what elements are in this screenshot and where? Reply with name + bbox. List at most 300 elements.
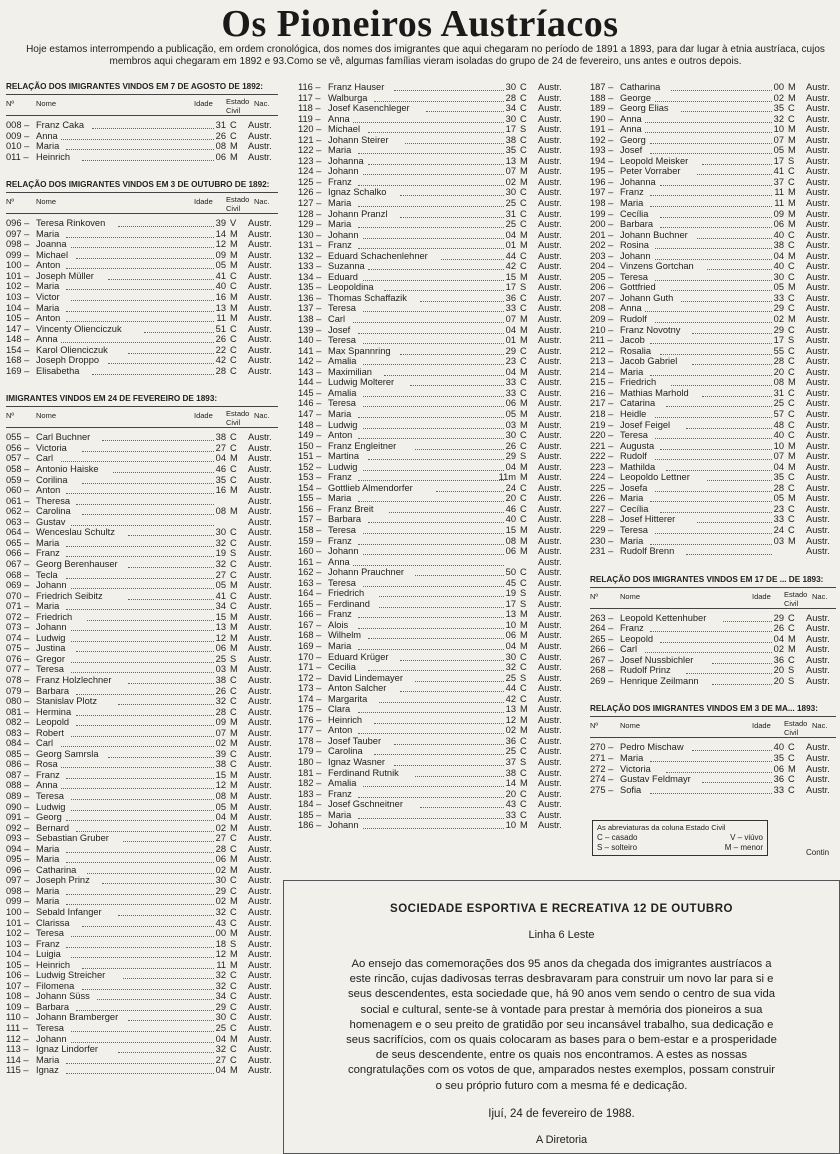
table-row xyxy=(298,187,568,198)
table-row xyxy=(298,293,568,304)
section-gap xyxy=(6,376,278,392)
row-number: 106 – xyxy=(6,970,30,981)
row-civil: C xyxy=(230,281,237,292)
dot-leader xyxy=(379,606,504,608)
row-name: Pedro Mischaw xyxy=(620,742,684,753)
row-name: Franz xyxy=(620,187,644,198)
table-row xyxy=(298,356,568,367)
row-civil: S xyxy=(788,665,795,676)
row-civil: S xyxy=(520,672,527,683)
row-number: 101 – xyxy=(6,270,30,281)
row-nat: Austr. xyxy=(248,980,272,991)
row-age: 06 xyxy=(505,546,516,557)
row-name: Franz xyxy=(328,609,352,620)
row-number: 062 – xyxy=(6,506,30,517)
row-number: 009 – xyxy=(6,130,30,141)
row-name: Theresa xyxy=(36,495,71,506)
row-name: Carolina xyxy=(328,746,363,757)
row-nat: Austr. xyxy=(806,472,830,483)
row-number: 078 – xyxy=(6,674,30,685)
row-name: Anton xyxy=(36,260,61,271)
row-nat: Austr. xyxy=(248,875,272,886)
dot-leader xyxy=(87,872,214,874)
row-number: 082 – xyxy=(6,717,30,728)
row-name: Ludwig Molterer xyxy=(328,377,395,388)
row-nat: Austr. xyxy=(538,619,562,630)
row-age: 34 xyxy=(505,103,516,114)
row-name: Victor xyxy=(36,292,60,303)
dot-leader xyxy=(66,577,214,579)
table-row xyxy=(590,388,836,399)
dot-leader xyxy=(650,142,772,144)
row-age: 20 xyxy=(505,788,516,799)
dot-leader xyxy=(82,967,214,969)
row-name: Teresa xyxy=(620,430,648,441)
dot-leader xyxy=(374,100,504,102)
row-nat: Austr. xyxy=(248,864,272,875)
row-number: 219 – xyxy=(590,419,614,430)
row-age: 25 xyxy=(505,219,516,230)
row-name: Franz Breit xyxy=(328,503,374,514)
ad-body: Ao ensejo das comemorações dos 95 anos da chegada dos imigrantes austríacos a este rincão, cujas dadivosas terras desbravaram para construir um novo lar para si e seus descendentes, esta sociedade que, há 90 anos vem sendo o centro de sua vida social e cultural, sente-se à vontade para prestar à memória dos pioneiros a sua homenagem e o seu preito de gratidão por seu incansável trabalho, sua dedicação e seus sacrifícios, com os quais colocaram as bases para o bem-estar e a prosperidade de seus descendente, entre os quais nos encontramos. A estes as nossas congratulações com os votos de que, amparados nestes exemplos, possam construir o seu próprio futuro com a mesma fé e dedicação. xyxy=(346,958,777,1092)
table-row xyxy=(590,525,836,536)
row-civil: C xyxy=(230,1054,237,1065)
row-civil: C xyxy=(788,176,795,187)
row-civil: C xyxy=(788,113,795,124)
row-number: 223 – xyxy=(590,461,614,472)
table-row xyxy=(298,420,568,431)
row-number: 084 – xyxy=(6,738,30,749)
row-nat: Austr. xyxy=(806,324,830,335)
row-nat: Austr. xyxy=(248,281,272,292)
table-row xyxy=(6,939,278,950)
row-civil: C xyxy=(230,527,237,538)
row-name: Johann Süss xyxy=(36,991,90,1002)
dot-leader xyxy=(671,384,772,386)
row-nat: Austr. xyxy=(248,474,272,485)
row-age: 33 xyxy=(773,784,784,795)
row-name: Carl Buchner xyxy=(36,432,91,443)
row-name: Franz Engleitner xyxy=(328,440,397,451)
row-name: Georg xyxy=(36,812,62,823)
row-civil: M xyxy=(230,780,238,791)
dot-leader xyxy=(394,764,504,766)
dot-leader xyxy=(82,450,214,452)
row-civil: C xyxy=(230,334,237,345)
table-row xyxy=(6,1044,278,1055)
table-row xyxy=(6,707,278,718)
row-nat: Austr. xyxy=(248,516,272,527)
row-civil: M xyxy=(230,249,238,260)
row-number: 140 – xyxy=(298,335,322,346)
dot-leader xyxy=(363,405,504,407)
header-num: Nº xyxy=(6,411,15,421)
row-nat: Austr. xyxy=(538,398,562,409)
row-name: Anna xyxy=(328,113,350,124)
table-row xyxy=(6,453,278,464)
row-name: Eduard Schachenlehner xyxy=(328,250,428,261)
table-row xyxy=(298,778,568,789)
dot-leader xyxy=(363,553,504,555)
table-row xyxy=(590,198,836,209)
row-age: 26 xyxy=(215,685,226,696)
row-nat: Austr. xyxy=(248,727,272,738)
row-age: 40 xyxy=(505,514,516,525)
row-age: 16 xyxy=(215,485,226,496)
row-age: 15 xyxy=(505,271,516,282)
row-age: 38 xyxy=(215,759,226,770)
table-row xyxy=(298,810,568,821)
row-nat: Austr. xyxy=(248,812,272,823)
dot-leader xyxy=(76,650,214,652)
row-age: 02 xyxy=(215,896,226,907)
row-civil: C xyxy=(230,590,237,601)
row-name: Johanna xyxy=(328,155,364,166)
row-name: Leopoldina xyxy=(328,282,374,293)
dot-leader xyxy=(363,395,504,397)
dot-leader xyxy=(436,490,504,492)
row-civil: C xyxy=(788,366,795,377)
row-name: Clarissa xyxy=(36,917,70,928)
row-number: 194 – xyxy=(590,155,614,166)
row-age: 41 xyxy=(773,166,784,177)
table-row xyxy=(298,314,568,325)
row-age: 03 xyxy=(773,535,784,546)
row-name: Josef Feigel xyxy=(620,419,671,430)
row-age: 09 xyxy=(215,717,226,728)
table-row xyxy=(590,546,836,557)
row-name: Carolina xyxy=(36,506,71,517)
row-nat: Austr. xyxy=(538,271,562,282)
row-number: 134 – xyxy=(298,271,322,282)
dot-leader xyxy=(71,1030,214,1032)
table-row xyxy=(6,654,278,665)
table-row xyxy=(6,281,278,292)
dot-leader xyxy=(102,882,214,884)
dot-leader xyxy=(66,851,214,853)
row-civil: M xyxy=(230,313,238,324)
table-row xyxy=(6,664,278,675)
row-nat: Austr. xyxy=(248,622,272,633)
row-civil: M xyxy=(520,524,528,535)
row-civil: M xyxy=(230,790,238,801)
row-age: 02 xyxy=(215,822,226,833)
row-civil: C xyxy=(520,113,527,124)
row-age: 46 xyxy=(505,503,516,514)
row-number: 182 – xyxy=(298,778,322,789)
table-row xyxy=(590,536,836,547)
row-number: 070 – xyxy=(6,590,30,601)
row-nat: Austr. xyxy=(806,229,830,240)
table-header xyxy=(6,192,278,214)
table-header xyxy=(6,406,278,428)
table-row xyxy=(298,430,568,441)
row-nat: Austr. xyxy=(248,302,272,313)
table-row xyxy=(6,770,278,781)
row-civil: S xyxy=(788,155,795,166)
row-number: 147 – xyxy=(6,323,30,334)
row-number: 150 – xyxy=(298,440,322,451)
row-civil: M xyxy=(788,145,796,156)
row-number: 163 – xyxy=(298,577,322,588)
header-num: Nº xyxy=(590,591,599,601)
row-number: 115 – xyxy=(6,1065,29,1076)
dot-leader xyxy=(650,152,772,154)
row-civil: C xyxy=(788,387,795,398)
dot-leader xyxy=(123,977,214,979)
row-number: 128 – xyxy=(298,208,322,219)
row-name: Ferdinand xyxy=(328,598,370,609)
table-row xyxy=(6,759,278,770)
row-nat: Austr. xyxy=(248,1065,272,1076)
dot-leader xyxy=(66,861,214,863)
row-civil: S xyxy=(230,938,237,949)
dot-leader xyxy=(655,279,772,281)
row-nat: Austr. xyxy=(806,546,830,557)
dot-leader xyxy=(415,448,504,450)
row-age: 23 xyxy=(773,503,784,514)
ad-subtitle: Linha 6 Leste xyxy=(528,929,595,941)
table-header xyxy=(6,94,278,116)
row-nat: Austr. xyxy=(538,103,562,114)
table-row xyxy=(6,218,278,229)
table-row xyxy=(590,314,836,325)
dot-leader xyxy=(144,331,214,333)
row-age: 30 xyxy=(773,271,784,282)
header-nat: Nac. xyxy=(254,99,270,108)
row-number: 112 – xyxy=(6,1033,29,1044)
row-number: 085 – xyxy=(6,748,30,759)
dot-leader xyxy=(61,787,214,789)
row-age: 37 xyxy=(773,176,784,187)
row-number: 225 – xyxy=(590,482,614,493)
row-nat: Austr. xyxy=(538,672,562,683)
row-age: 29 xyxy=(773,303,784,314)
dot-leader xyxy=(655,532,772,534)
row-nat: Austr. xyxy=(248,260,272,271)
dot-leader xyxy=(66,148,214,150)
table-row xyxy=(298,641,568,652)
row-nat: Austr. xyxy=(248,769,272,780)
row-age: 11m xyxy=(498,472,516,483)
row-civil: M xyxy=(520,778,528,789)
row-civil: C xyxy=(788,742,795,753)
row-civil: C xyxy=(520,356,527,367)
row-nat: Austr. xyxy=(806,784,830,795)
row-nat: Austr. xyxy=(538,155,562,166)
row-age: 15 xyxy=(215,769,226,780)
row-name: Gottlieb Almendorfer xyxy=(328,482,413,493)
table-row xyxy=(298,736,568,747)
row-nat: Austr. xyxy=(248,334,272,345)
row-number: 077 – xyxy=(6,664,30,675)
row-age: 43 xyxy=(215,917,226,928)
row-civil: C xyxy=(520,746,527,757)
row-civil: C xyxy=(520,145,527,156)
dot-leader xyxy=(655,247,772,249)
row-name: Maria xyxy=(328,640,352,651)
row-number: 205 – xyxy=(590,271,614,282)
row-name: Johann xyxy=(620,250,651,261)
row-name: Franz Hauser xyxy=(328,82,385,92)
row-number: 138 – xyxy=(298,314,322,325)
row-number: 161 – xyxy=(298,556,322,567)
row-name: Johann xyxy=(328,546,359,557)
dot-leader xyxy=(118,1051,214,1053)
row-civil: M xyxy=(230,812,238,823)
row-name: Amalia xyxy=(328,356,357,367)
table-row xyxy=(298,114,568,125)
row-name: Elisabetha xyxy=(36,365,80,376)
header-num: Nº xyxy=(6,99,15,108)
row-civil: M xyxy=(230,801,238,812)
row-age: 25 xyxy=(505,672,516,683)
table-row xyxy=(298,588,568,599)
dot-leader xyxy=(358,817,504,819)
row-name: Maria xyxy=(328,198,352,209)
row-civil: C xyxy=(230,569,237,580)
row-civil: C xyxy=(788,261,795,272)
row-number: 055 – xyxy=(6,432,30,443)
row-age: 15 xyxy=(215,611,226,622)
row-civil: C xyxy=(788,324,795,335)
row-civil: C xyxy=(788,103,795,114)
row-civil: C xyxy=(788,654,795,665)
dot-leader xyxy=(707,268,772,270)
row-nat: Austr. xyxy=(248,442,272,453)
table-row xyxy=(298,652,568,663)
row-age: 44 xyxy=(505,683,516,694)
row-civil: M xyxy=(788,282,796,293)
table-row xyxy=(298,177,568,188)
row-name: Margarita xyxy=(328,693,368,704)
dot-leader xyxy=(66,545,214,547)
row-name: Michael xyxy=(328,124,361,135)
row-name: Anna xyxy=(620,124,642,135)
table-row xyxy=(590,655,836,666)
row-number: 114 – xyxy=(6,1054,29,1065)
row-name: Johann xyxy=(36,580,67,591)
row-civil: M xyxy=(788,134,796,145)
dot-leader xyxy=(415,574,504,576)
row-civil: C xyxy=(520,303,527,314)
row-number: 156 – xyxy=(298,503,322,514)
row-nat: Austr. xyxy=(248,896,272,907)
row-name: Wilhelm xyxy=(328,630,362,641)
row-civil: M xyxy=(520,461,528,472)
row-age: 32 xyxy=(215,980,226,991)
row-nat: Austr. xyxy=(248,674,272,685)
table-row xyxy=(298,272,568,283)
dot-leader xyxy=(71,798,214,800)
row-nat: Austr. xyxy=(248,1001,272,1012)
table-row xyxy=(298,683,568,694)
row-age: 30 xyxy=(505,187,516,198)
row-civil: M xyxy=(520,820,528,831)
dot-leader xyxy=(358,226,504,228)
table-row xyxy=(298,599,568,610)
row-nat: Austr. xyxy=(538,250,562,261)
dot-leader xyxy=(353,564,504,566)
row-nat: Austr. xyxy=(806,387,830,398)
dot-leader xyxy=(666,405,772,407)
row-age: 25 xyxy=(505,746,516,757)
row-civil: C xyxy=(230,674,237,685)
row-nat: Austr. xyxy=(538,198,562,209)
table-row xyxy=(6,548,278,559)
row-civil: C xyxy=(230,980,237,991)
row-nat: Austr. xyxy=(806,103,830,114)
table-row xyxy=(298,757,568,768)
row-age: 48 xyxy=(773,419,784,430)
row-nat: Austr. xyxy=(806,430,830,441)
row-number: 155 – xyxy=(298,493,322,504)
table-row xyxy=(590,634,836,645)
row-nat: Austr. xyxy=(248,239,272,250)
row-civil: S xyxy=(788,675,795,686)
row-name: Josef Nussbichler xyxy=(620,654,694,665)
row-age: 41 xyxy=(215,590,226,601)
row-nat: Austr. xyxy=(806,240,830,251)
row-name: Teresa xyxy=(328,398,356,409)
dot-leader xyxy=(650,500,772,502)
dot-leader xyxy=(363,427,504,429)
table-row xyxy=(6,970,278,981)
row-nat: Austr. xyxy=(806,187,830,198)
row-nat: Austr. xyxy=(248,885,272,896)
dot-leader xyxy=(681,300,772,302)
row-civil: C xyxy=(788,774,795,785)
row-age: 28 xyxy=(773,356,784,367)
row-name: Heinrich xyxy=(36,959,71,970)
table-row xyxy=(590,420,836,431)
dot-leader xyxy=(415,680,504,682)
row-nat: Austr. xyxy=(538,345,562,356)
row-nat: Austr. xyxy=(806,208,830,219)
table-row xyxy=(6,717,278,728)
row-civil: C xyxy=(788,430,795,441)
row-name: Maria xyxy=(620,198,644,209)
dot-leader xyxy=(66,267,214,269)
row-number: 103 – xyxy=(6,292,30,303)
row-number: 097 – xyxy=(6,228,30,239)
row-number: 110 – xyxy=(6,1012,29,1023)
dot-leader xyxy=(113,471,214,473)
table-row xyxy=(6,141,278,152)
row-number: 010 – xyxy=(6,141,30,152)
dot-leader xyxy=(66,777,214,779)
row-civil: C xyxy=(788,166,795,177)
row-age: 05 xyxy=(773,493,784,504)
row-number: 214 – xyxy=(590,366,614,377)
row-number: 113 – xyxy=(6,1044,29,1055)
dot-leader xyxy=(358,205,504,207)
row-age: 30 xyxy=(215,1012,226,1023)
row-nat: Austr. xyxy=(248,601,272,612)
row-nat: Austr. xyxy=(248,917,272,928)
row-number: 159 – xyxy=(298,535,322,546)
table-row xyxy=(298,820,568,831)
row-nat: Austr. xyxy=(248,611,272,622)
legend-box xyxy=(592,820,768,856)
row-number: 178 – xyxy=(298,735,322,746)
row-age: 26 xyxy=(215,334,226,345)
table-row xyxy=(590,774,836,785)
row-name: Franz xyxy=(620,623,644,634)
row-number: 200 – xyxy=(590,219,614,230)
table-row xyxy=(590,356,836,367)
row-age: 05 xyxy=(215,801,226,812)
